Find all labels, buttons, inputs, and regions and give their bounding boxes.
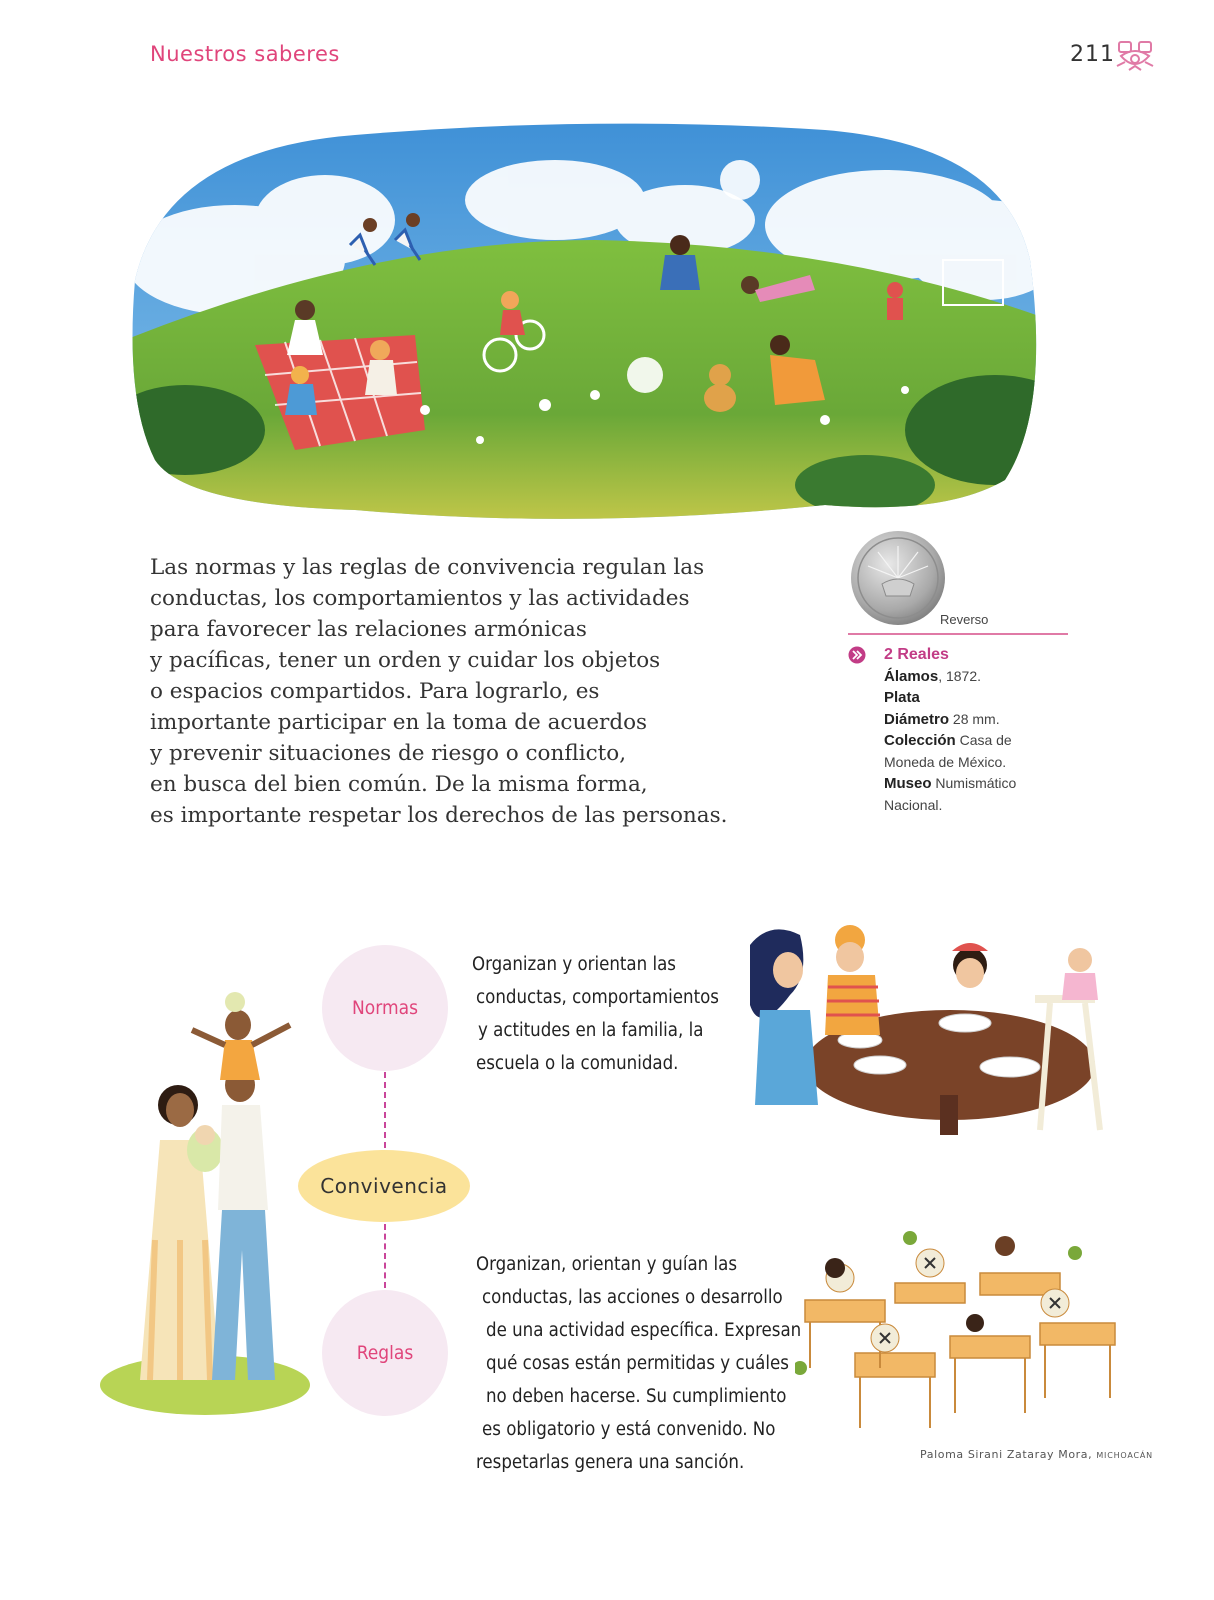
coin-collection-cont: Moneda de México.: [884, 753, 1007, 770]
connector-line: [384, 1224, 386, 1288]
paragraph-line: en busca del bien común. De la misma forma,: [150, 772, 648, 797]
paragraph-line: para favorecer las relaciones armónicas: [150, 617, 587, 642]
silver-coin-image: [848, 528, 948, 628]
paragraph-line: conductas, los comportamientos y las actividades: [150, 586, 690, 611]
coin-name: 2 Reales: [884, 646, 949, 663]
coin-place: Álamos, 1872.: [884, 667, 982, 685]
normas-circle: Normas: [322, 945, 448, 1071]
convivencia-oval: Convivencia: [298, 1150, 470, 1222]
section-title: Nuestros saberes: [150, 42, 340, 66]
illustration-credit: Paloma Sirani Zataray Mora, MICHOACÁN: [920, 1448, 1153, 1461]
page-number: 211: [1070, 42, 1115, 67]
coin-diameter: Diámetro 28 mm.: [884, 710, 1000, 728]
double-chevron-right-icon: [848, 646, 866, 664]
pre-hispanic-glyph-icon: [1115, 38, 1155, 74]
paragraph-line: Las normas y las reglas de convivencia regulan las: [150, 555, 705, 580]
paragraph-line: y pacíficas, tener un orden y cuidar los objetos: [150, 648, 661, 673]
park-scene-illustration: [125, 110, 1050, 530]
coin-museum: Museo Numismático: [884, 775, 1017, 792]
paragraph-line: importante participar en la toma de acuerdos: [150, 710, 648, 735]
family-illustration: [100, 990, 310, 1420]
coin-side-label: Reverso: [940, 612, 989, 627]
coin-info: [884, 644, 1069, 816]
normas-description: Organizan y orientan las conductas, comportamientos y actitudes en la familia, la escuela o la comunidad.: [472, 954, 719, 1074]
family-table-illustration: [740, 915, 1130, 1145]
intro-paragraph: [150, 552, 770, 831]
reglas-description: Organizan, orientan y guían las conductas, las acciones o desarrollo de una actividad específica. Expresan qué cosas están permitidas y cuáles no deben hacerse. Su cumplimiento es obligatorio y está convenido. No respetarlas genera una sanción.: [476, 1254, 802, 1473]
classroom-distancing-illustration: [795, 1228, 1130, 1438]
coin-divider: [848, 633, 1068, 635]
paragraph-line: o espacios compartidos. Para lograrlo, es: [150, 679, 600, 704]
coin-museum-cont: Nacional.: [884, 796, 943, 813]
paragraph-line: es importante respetar los derechos de las personas.: [150, 803, 728, 828]
paragraph-line: y prevenir situaciones de riesgo o conflicto,: [150, 741, 627, 766]
reglas-circle: Reglas: [322, 1290, 448, 1416]
coin-material: Plata: [884, 689, 920, 706]
coin-collection: Colección Casa de: [884, 732, 1012, 749]
connector-line: [384, 1072, 386, 1148]
